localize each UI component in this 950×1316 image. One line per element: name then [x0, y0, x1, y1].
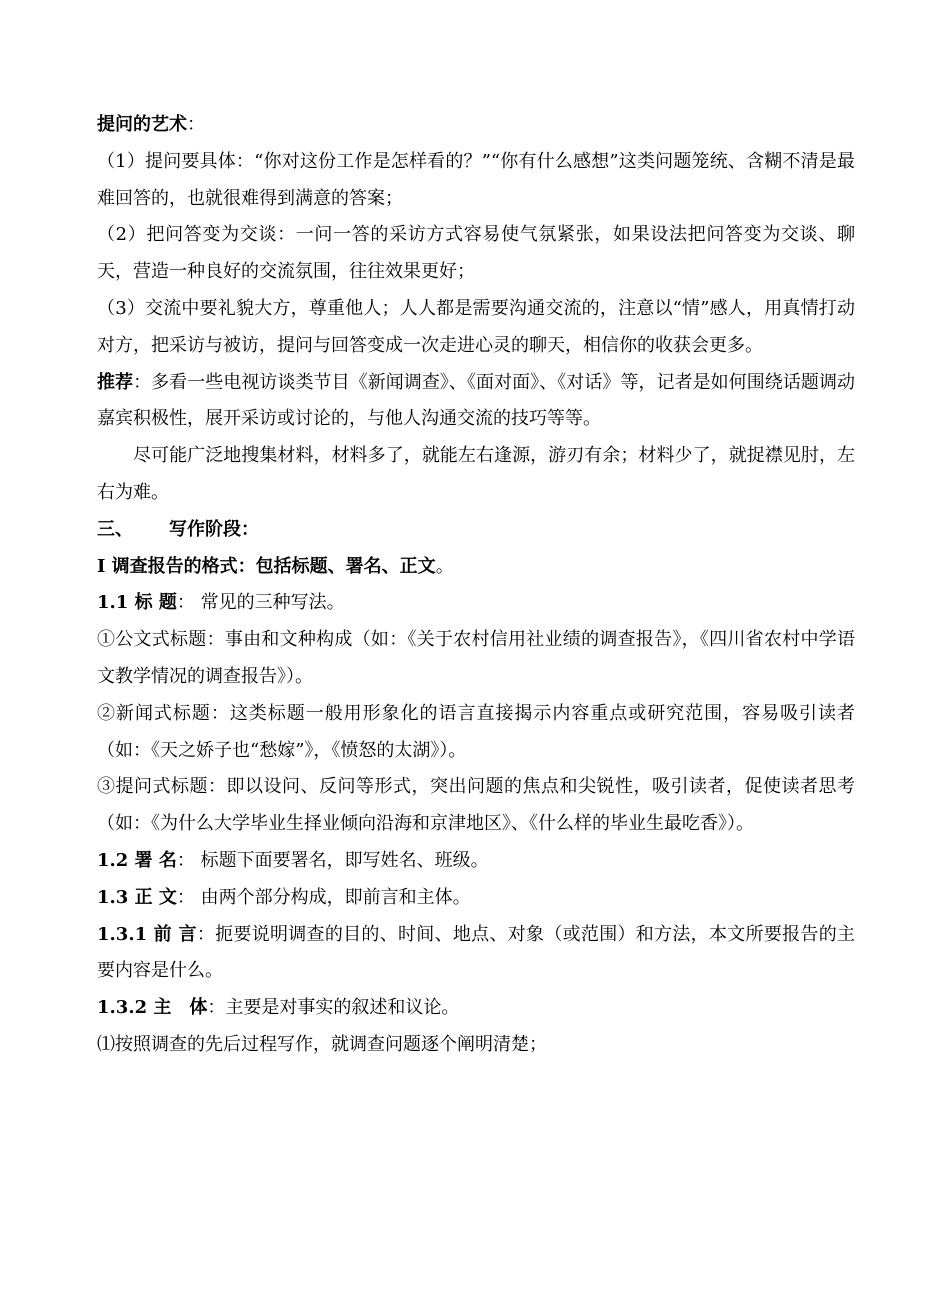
paragraph-text: ⑴按照调查的先后过程写作，就调查问题逐个阐明清楚；: [97, 1033, 547, 1055]
paragraph-text: （2）把问答变为交谈：一问一答的采访方式容易使气氛紧张，如果设法把问答变为交谈、聊天，营造一种良好的交流氛围，往往效果更好；: [97, 224, 855, 283]
paragraph-official-title: [97, 622, 855, 696]
paragraph-text: ②新闻式标题：这类标题一般用形象化的语言直接揭示内容重点或研究范围，容易吸引读者（如：《天之娇子也“愁嫁”》，《愤怒的太湖》）。: [97, 702, 855, 761]
paragraph-text: （3）交流中要礼貌大方，尊重他人；人人都是需要沟通交流的，注意以“情”感人，用真情打动对方，把采访与被访，提问与回答变成一次走进心灵的聊天，相信你的收获会更多。: [97, 297, 855, 356]
paragraph-text: 尽可能广泛地搜集材料，材料多了，就能左右逢源，游刃有余；材料少了，就捉襟见肘，左右为难。: [97, 445, 855, 503]
paragraph-tip-3: [97, 291, 855, 365]
paragraph-text: ①公文式标题：事由和文种构成（如：《关于农村信用社业绩的调查报告》，《四川省农村中学语文教学情况的调查报告》）。: [97, 629, 855, 687]
document-body: [97, 107, 855, 1064]
format-heading: Ⅰ 调查报告的格式：包括标题、署名、正文: [97, 555, 436, 577]
heading-1-3-1-preface: [97, 917, 855, 991]
heading-1-3-2-main: [97, 990, 855, 1027]
subheading-label: 1.3.1 前 言: [97, 923, 197, 945]
subheading-text: ：扼要说明调查的目的、时间、地点、对象（或范围）和方法，本文所要报告的主要内容是什么。: [97, 923, 856, 982]
heading-label: 提问的艺术: [97, 114, 187, 135]
heading-report-format: [97, 549, 855, 586]
subheading-text: ： 由两个部分构成，即前言和主体。: [176, 886, 471, 908]
heading-1-2-signature: [97, 843, 855, 880]
paragraph-text: ③提问式标题：即以设问、反问等形式，突出问题的焦点和尖锐性，吸引读者，促使读者思考（如：《为什么大学毕业生择业倾向沿海和京津地区》、《什么样的毕业生最吃香》）。: [97, 776, 855, 835]
subheading-text: ：主要是对事实的叙述和议论。: [207, 997, 460, 1019]
paragraph-material-collection: [97, 438, 855, 512]
paragraph-text: ：多看一些电视访谈类节目《新闻调查》、《面对面》、《对话》等，记者是如何围绕话题调动嘉宾积极性，展开采访或讨论的，与他人沟通交流的技巧等等。: [97, 371, 855, 430]
subheading-text: ： 常见的三种写法。: [176, 592, 345, 614]
subheading-label: 1.1 标 题: [97, 592, 177, 614]
subheading-label: 1.3.2 主 体: [97, 997, 208, 1019]
section-heading-questioning-art: [97, 107, 855, 144]
heading-1-3-body: [97, 880, 855, 917]
section-number: 三、: [97, 518, 133, 540]
paragraph-tip-1: [97, 144, 855, 218]
section-heading-writing-stage: [97, 512, 855, 549]
paragraph-chronological: [97, 1027, 855, 1064]
section-colon: ：: [241, 518, 259, 540]
heading-colon: ：: [187, 114, 205, 135]
section-title: 写作阶段: [169, 518, 241, 540]
paragraph-question-title: [97, 769, 855, 843]
paragraph-recommendation: [97, 365, 855, 439]
subheading-label: 1.3 正 文: [97, 886, 177, 908]
subheading-label: 1.2 署 名: [97, 849, 177, 871]
recommendation-label: 推荐: [97, 371, 134, 393]
paragraph-news-title: [97, 696, 855, 770]
paragraph-text: （1）提问要具体：“你对这份工作是怎样看的？”“你有什么感想”这类问题笼统、含糊不清是最难回答的，也就很难得到满意的答案；: [97, 150, 855, 209]
subheading-text: ： 标题下面要署名，即写姓名、班级。: [176, 849, 489, 871]
heading-period: 。: [435, 555, 454, 577]
heading-1-1-title: [97, 585, 855, 622]
paragraph-tip-2: [97, 217, 855, 291]
